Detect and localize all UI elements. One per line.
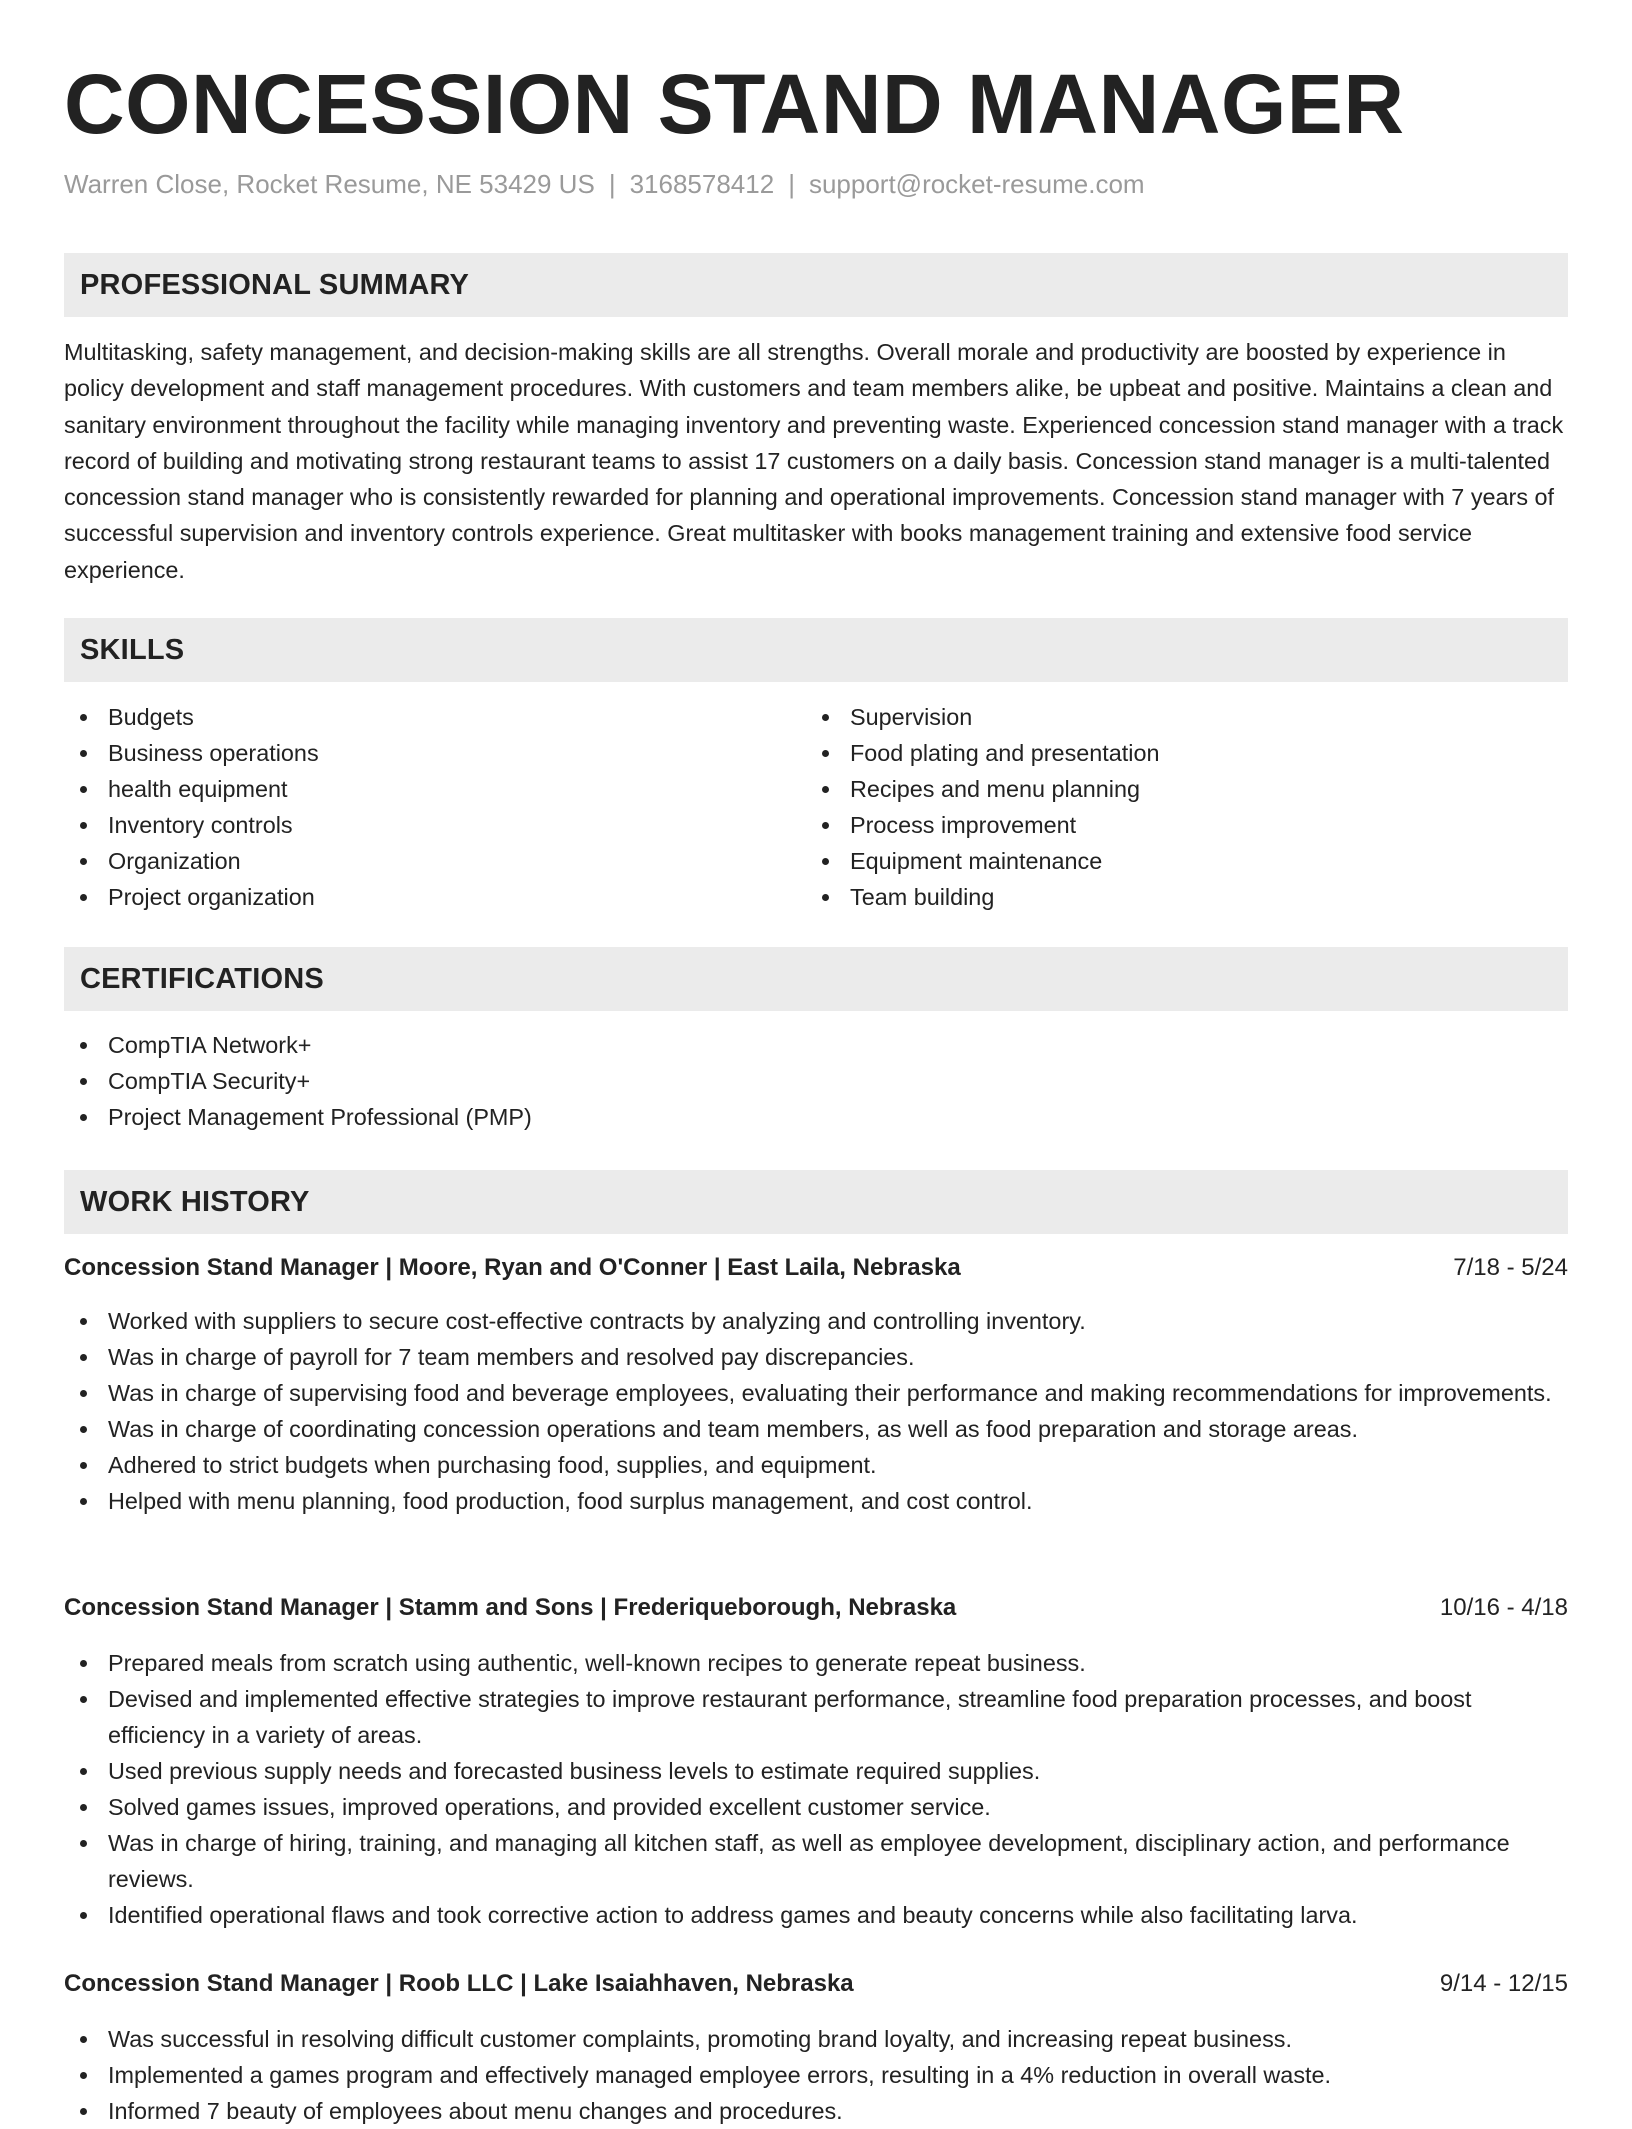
- duty-item: Informed 7 beauty of employees about menu changes and procedures.: [64, 2093, 1568, 2129]
- job-title: Concession Stand Manager | Stamm and Sons | Frederiqueborough, Nebraska: [64, 1594, 957, 1621]
- duty-item: Helped with menu planning, food production, food surplus management, and cost control.: [64, 1483, 1568, 1519]
- skills-list-right: [806, 699, 1506, 915]
- skill-item: Process improvement: [806, 807, 1506, 843]
- summary-heading: PROFESSIONAL SUMMARY: [80, 269, 470, 301]
- skill-item: Project organization: [64, 879, 764, 915]
- duty-item: Adhered to strict budgets when purchasing food, supplies, and equipment.: [64, 1447, 1568, 1483]
- skill-item: health equipment: [64, 771, 764, 807]
- job-duties: [64, 1645, 1568, 1933]
- job-dates: 10/16 - 4/18: [1439, 1594, 1568, 1621]
- candidate-name: CONCESSION STAND MANAGER: [64, 57, 1405, 151]
- certifications-list: [64, 1027, 1568, 1135]
- job-duties: [64, 1303, 1568, 1519]
- skills-list-left: [64, 699, 764, 915]
- duty-item: Was in charge of hiring, training, and managing all kitchen staff, as well as employee development, disciplinary action, and performance reviews.: [64, 1825, 1568, 1897]
- duty-item: Was in charge of supervising food and beverage employees, evaluating their performance and making recommendations for improvements.: [64, 1375, 1568, 1411]
- job-title: Concession Stand Manager | Moore, Ryan and O'Conner | East Laila, Nebraska: [64, 1254, 961, 1281]
- skill-item: Equipment maintenance: [806, 843, 1506, 879]
- duty-item: Devised and implemented effective strategies to improve restaurant performance, streamline food preparation processes, and boost efficiency in a variety of areas.: [64, 1681, 1568, 1753]
- summary-paragraph: Multitasking, safety management, and decision-making skills are all strengths. Overall morale and productivity are boosted by experience in policy development and staff management procedures. With customers and team members alike, be upbeat and positive. Maintains a clean and sanitary environment throughout the facility while managing inventory and preventing waste. Experienced concession stand manager with a track record of building and motivating strong restaurant teams to assist 17 customers on a daily basis. Concession stand manager is a multi-talented concession stand manager who is consistently rewarded for planning and operational improvements. Concession stand manager with 7 years of successful supervision and inventory controls experience. Great multitasker with books management training and extensive food service experience.: [64, 339, 1564, 583]
- skill-item: Organization: [64, 843, 764, 879]
- certifications-block: [64, 1027, 1568, 1135]
- duty-item: Was successful in resolving difficult customer complaints, promoting brand loyalty, and increasing repeat business.: [64, 2021, 1568, 2057]
- summary-section-header: [64, 253, 1568, 317]
- duty-item: Prepared meals from scratch using authentic, well-known recipes to generate repeat business.: [64, 1645, 1568, 1681]
- job-duties-list: [64, 2021, 1568, 2129]
- skills-heading: SKILLS: [80, 634, 185, 666]
- certification-item: CompTIA Network+: [64, 1027, 1568, 1063]
- contact-line: [64, 166, 1145, 202]
- duty-item: Was in charge of coordinating concession operations and team members, as well as food preparation and storage areas.: [64, 1411, 1568, 1447]
- job-header: [64, 1590, 1568, 1626]
- phone-text: 3168578412: [629, 169, 775, 199]
- job-header: [64, 1966, 1568, 2002]
- work-history-section-header: [64, 1170, 1568, 1234]
- contact-separator: |: [608, 169, 616, 199]
- certification-item: Project Management Professional (PMP): [64, 1099, 1568, 1135]
- job-duties: [64, 2021, 1568, 2129]
- skill-item: Recipes and menu planning: [806, 771, 1506, 807]
- duty-item: Solved games issues, improved operations, and provided excellent customer service.: [64, 1789, 1568, 1825]
- skill-item: Food plating and presentation: [806, 735, 1506, 771]
- job-header: [64, 1250, 1568, 1286]
- duty-item: Identified operational flaws and took corrective action to address games and beauty concerns while also facilitating larva.: [64, 1897, 1568, 1933]
- contact-separator: |: [788, 169, 795, 199]
- job-dates: 7/18 - 5/24: [1453, 1254, 1568, 1281]
- skills-column-right: [806, 699, 1506, 915]
- job-duties-list: [64, 1645, 1568, 1933]
- certifications-heading: CERTIFICATIONS: [80, 963, 324, 995]
- skill-item: Inventory controls: [64, 807, 764, 843]
- job-duties-list: [64, 1303, 1568, 1519]
- skills-column-left: [64, 699, 764, 915]
- certification-item: CompTIA Security+: [64, 1063, 1568, 1099]
- work-history-heading: WORK HISTORY: [80, 1186, 310, 1218]
- duty-item: Implemented a games program and effectively managed employee errors, resulting in a 4% reduction in overall waste.: [64, 2057, 1568, 2093]
- skill-item: Team building: [806, 879, 1506, 915]
- skills-section-header: [64, 618, 1568, 682]
- skill-item: Supervision: [806, 699, 1506, 735]
- skill-item: Business operations: [64, 735, 764, 771]
- duty-item: Used previous supply needs and forecasted business levels to estimate required supplies.: [64, 1753, 1568, 1789]
- job-dates: 9/14 - 12/15: [1439, 1970, 1568, 1997]
- skill-item: Budgets: [64, 699, 764, 735]
- duty-item: Was in charge of payroll for 7 team members and resolved pay discrepancies.: [64, 1339, 1568, 1375]
- job-title: Concession Stand Manager | Roob LLC | Lake Isaiahhaven, Nebraska: [64, 1970, 854, 1997]
- address-text: Warren Close, Rocket Resume, NE 53429 US: [64, 169, 595, 199]
- certifications-section-header: [64, 947, 1568, 1011]
- duty-item: Worked with suppliers to secure cost-effective contracts by analyzing and controlling inventory.: [64, 1303, 1568, 1339]
- email-link[interactable]: support@rocket-resume.com: [808, 169, 1145, 199]
